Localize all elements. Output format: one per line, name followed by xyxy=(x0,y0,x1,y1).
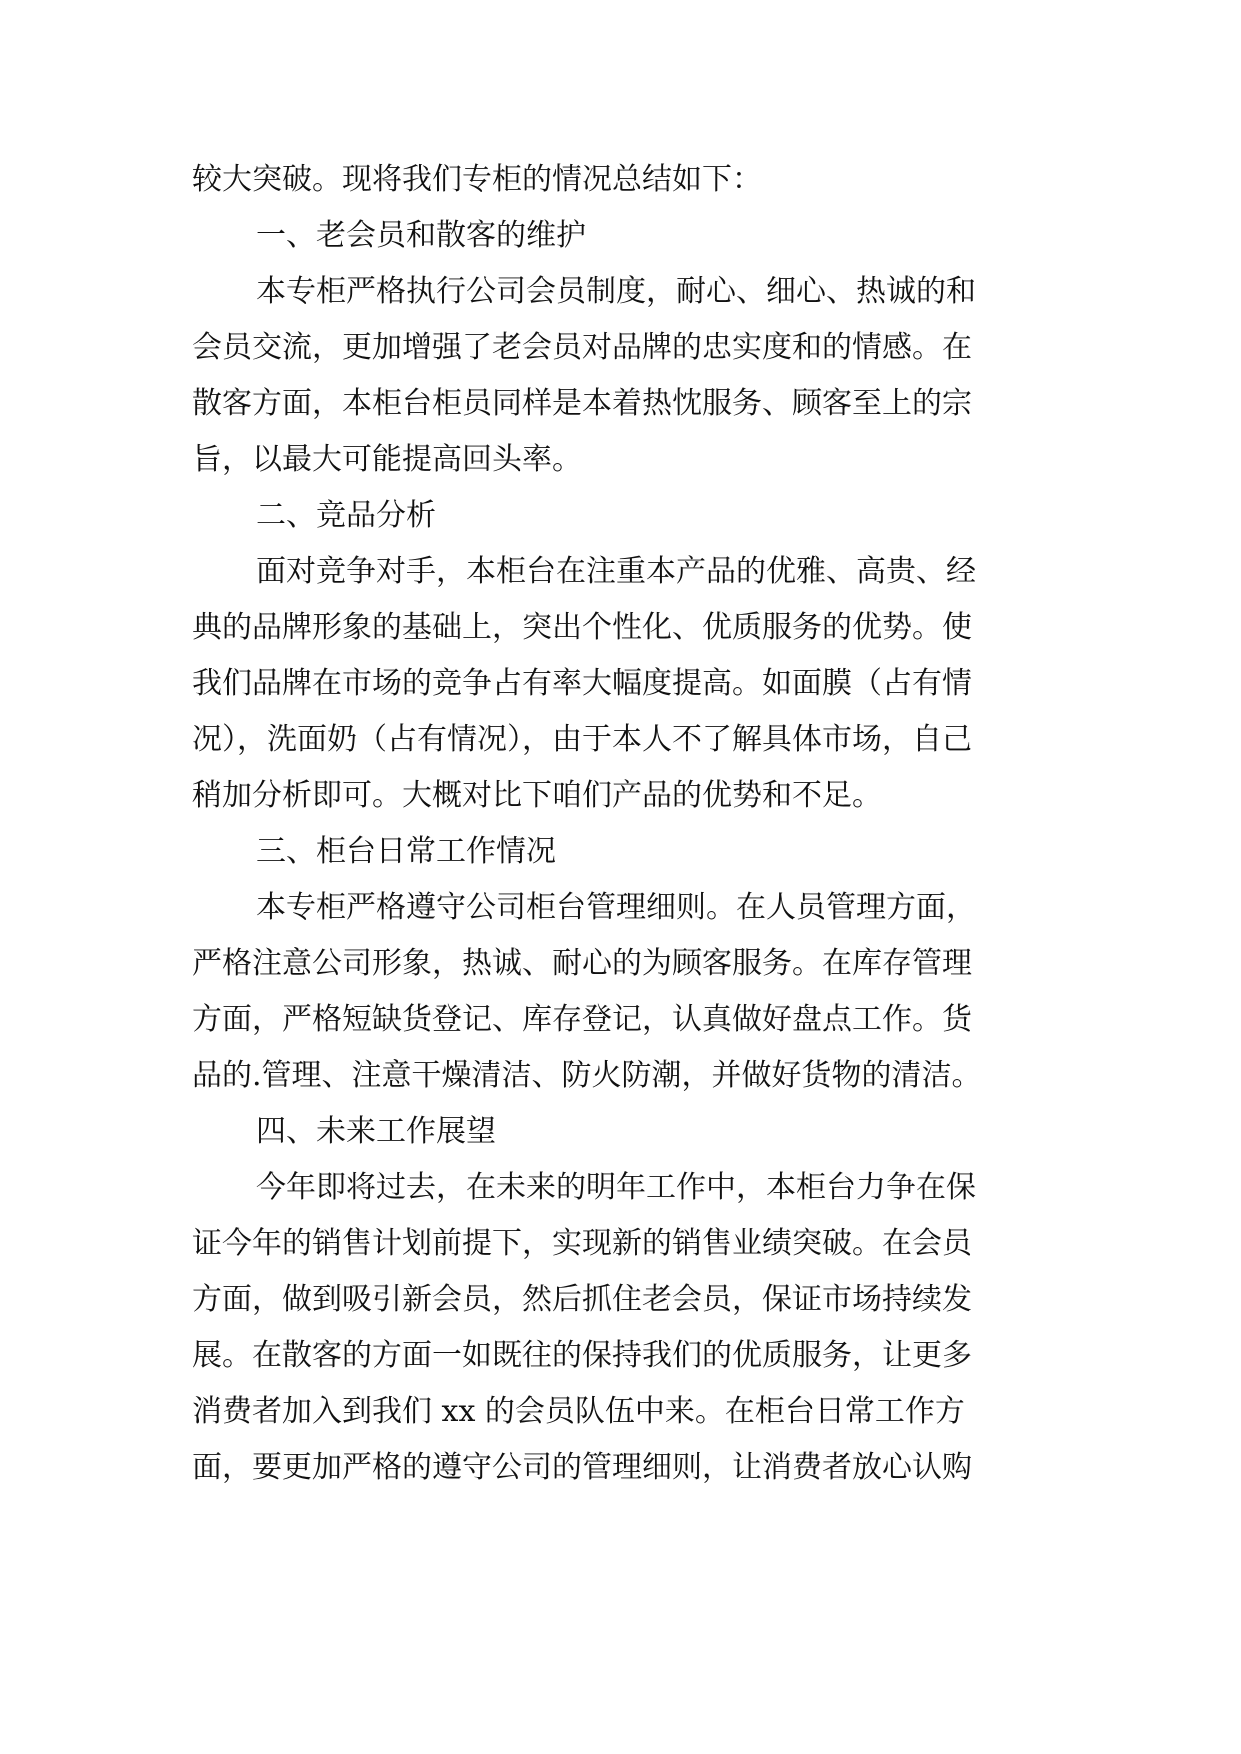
text-line: 面，要更加严格的遵守公司的管理细则，让消费者放心认购 xyxy=(192,1450,972,1485)
text-line: 证今年的销售计划前提下，实现新的销售业绩突破。在会员 xyxy=(192,1226,972,1261)
text-line: 本专柜严格遵守公司柜台管理细则。在人员管理方面， xyxy=(256,890,976,925)
text-line: 今年即将过去，在未来的明年工作中，本柜台力争在保 xyxy=(256,1170,976,1205)
text-line: 展。在散客的方面一如既往的保持我们的优质服务，让更多 xyxy=(192,1338,972,1373)
text-line: 况），洗面奶（占有情况），由于本人不了解具体市场，自己 xyxy=(192,722,972,757)
text-line: 严格注意公司形象，热诚、耐心的为顾客服务。在库存管理 xyxy=(192,946,972,981)
text-line: 面对竞争对手，本柜台在注重本产品的优雅、高贵、经 xyxy=(256,554,976,589)
text-line: 品的.管理、注意干燥清洁、防火防潮，并做好货物的清洁。 xyxy=(192,1058,982,1093)
section-heading: 四、未来工作展望 xyxy=(256,1114,496,1149)
section-heading: 三、柜台日常工作情况 xyxy=(256,834,556,869)
text-line: 我们品牌在市场的竞争占有率大幅度提高。如面膜（占有情 xyxy=(192,666,972,701)
text-line: 本专柜严格执行公司会员制度，耐心、细心、热诚的和 xyxy=(256,274,976,309)
text-line: 典的品牌形象的基础上，突出个性化、优质服务的优势。使 xyxy=(192,610,972,645)
text-line: 散客方面，本柜台柜员同样是本着热忱服务、顾客至上的宗 xyxy=(192,386,972,421)
text-line: 消费者加入到我们 xx 的会员队伍中来。在柜台日常工作方 xyxy=(192,1394,965,1429)
text-line: 旨，以最大可能提高回头率。 xyxy=(192,442,582,477)
text-line: 方面，做到吸引新会员，然后抓住老会员，保证市场持续发 xyxy=(192,1282,972,1317)
section-heading: 二、竞品分析 xyxy=(256,498,436,533)
section-heading: 一、老会员和散客的维护 xyxy=(256,218,586,253)
text-line: 方面，严格短缺货登记、库存登记，认真做好盘点工作。货 xyxy=(192,1002,972,1037)
text-line: 较大突破。现将我们专柜的情况总结如下： xyxy=(192,162,762,197)
text-line: 会员交流，更加增强了老会员对品牌的忠实度和的情感。在 xyxy=(192,330,972,365)
text-line: 稍加分析即可。大概对比下咱们产品的优势和不足。 xyxy=(192,778,882,813)
